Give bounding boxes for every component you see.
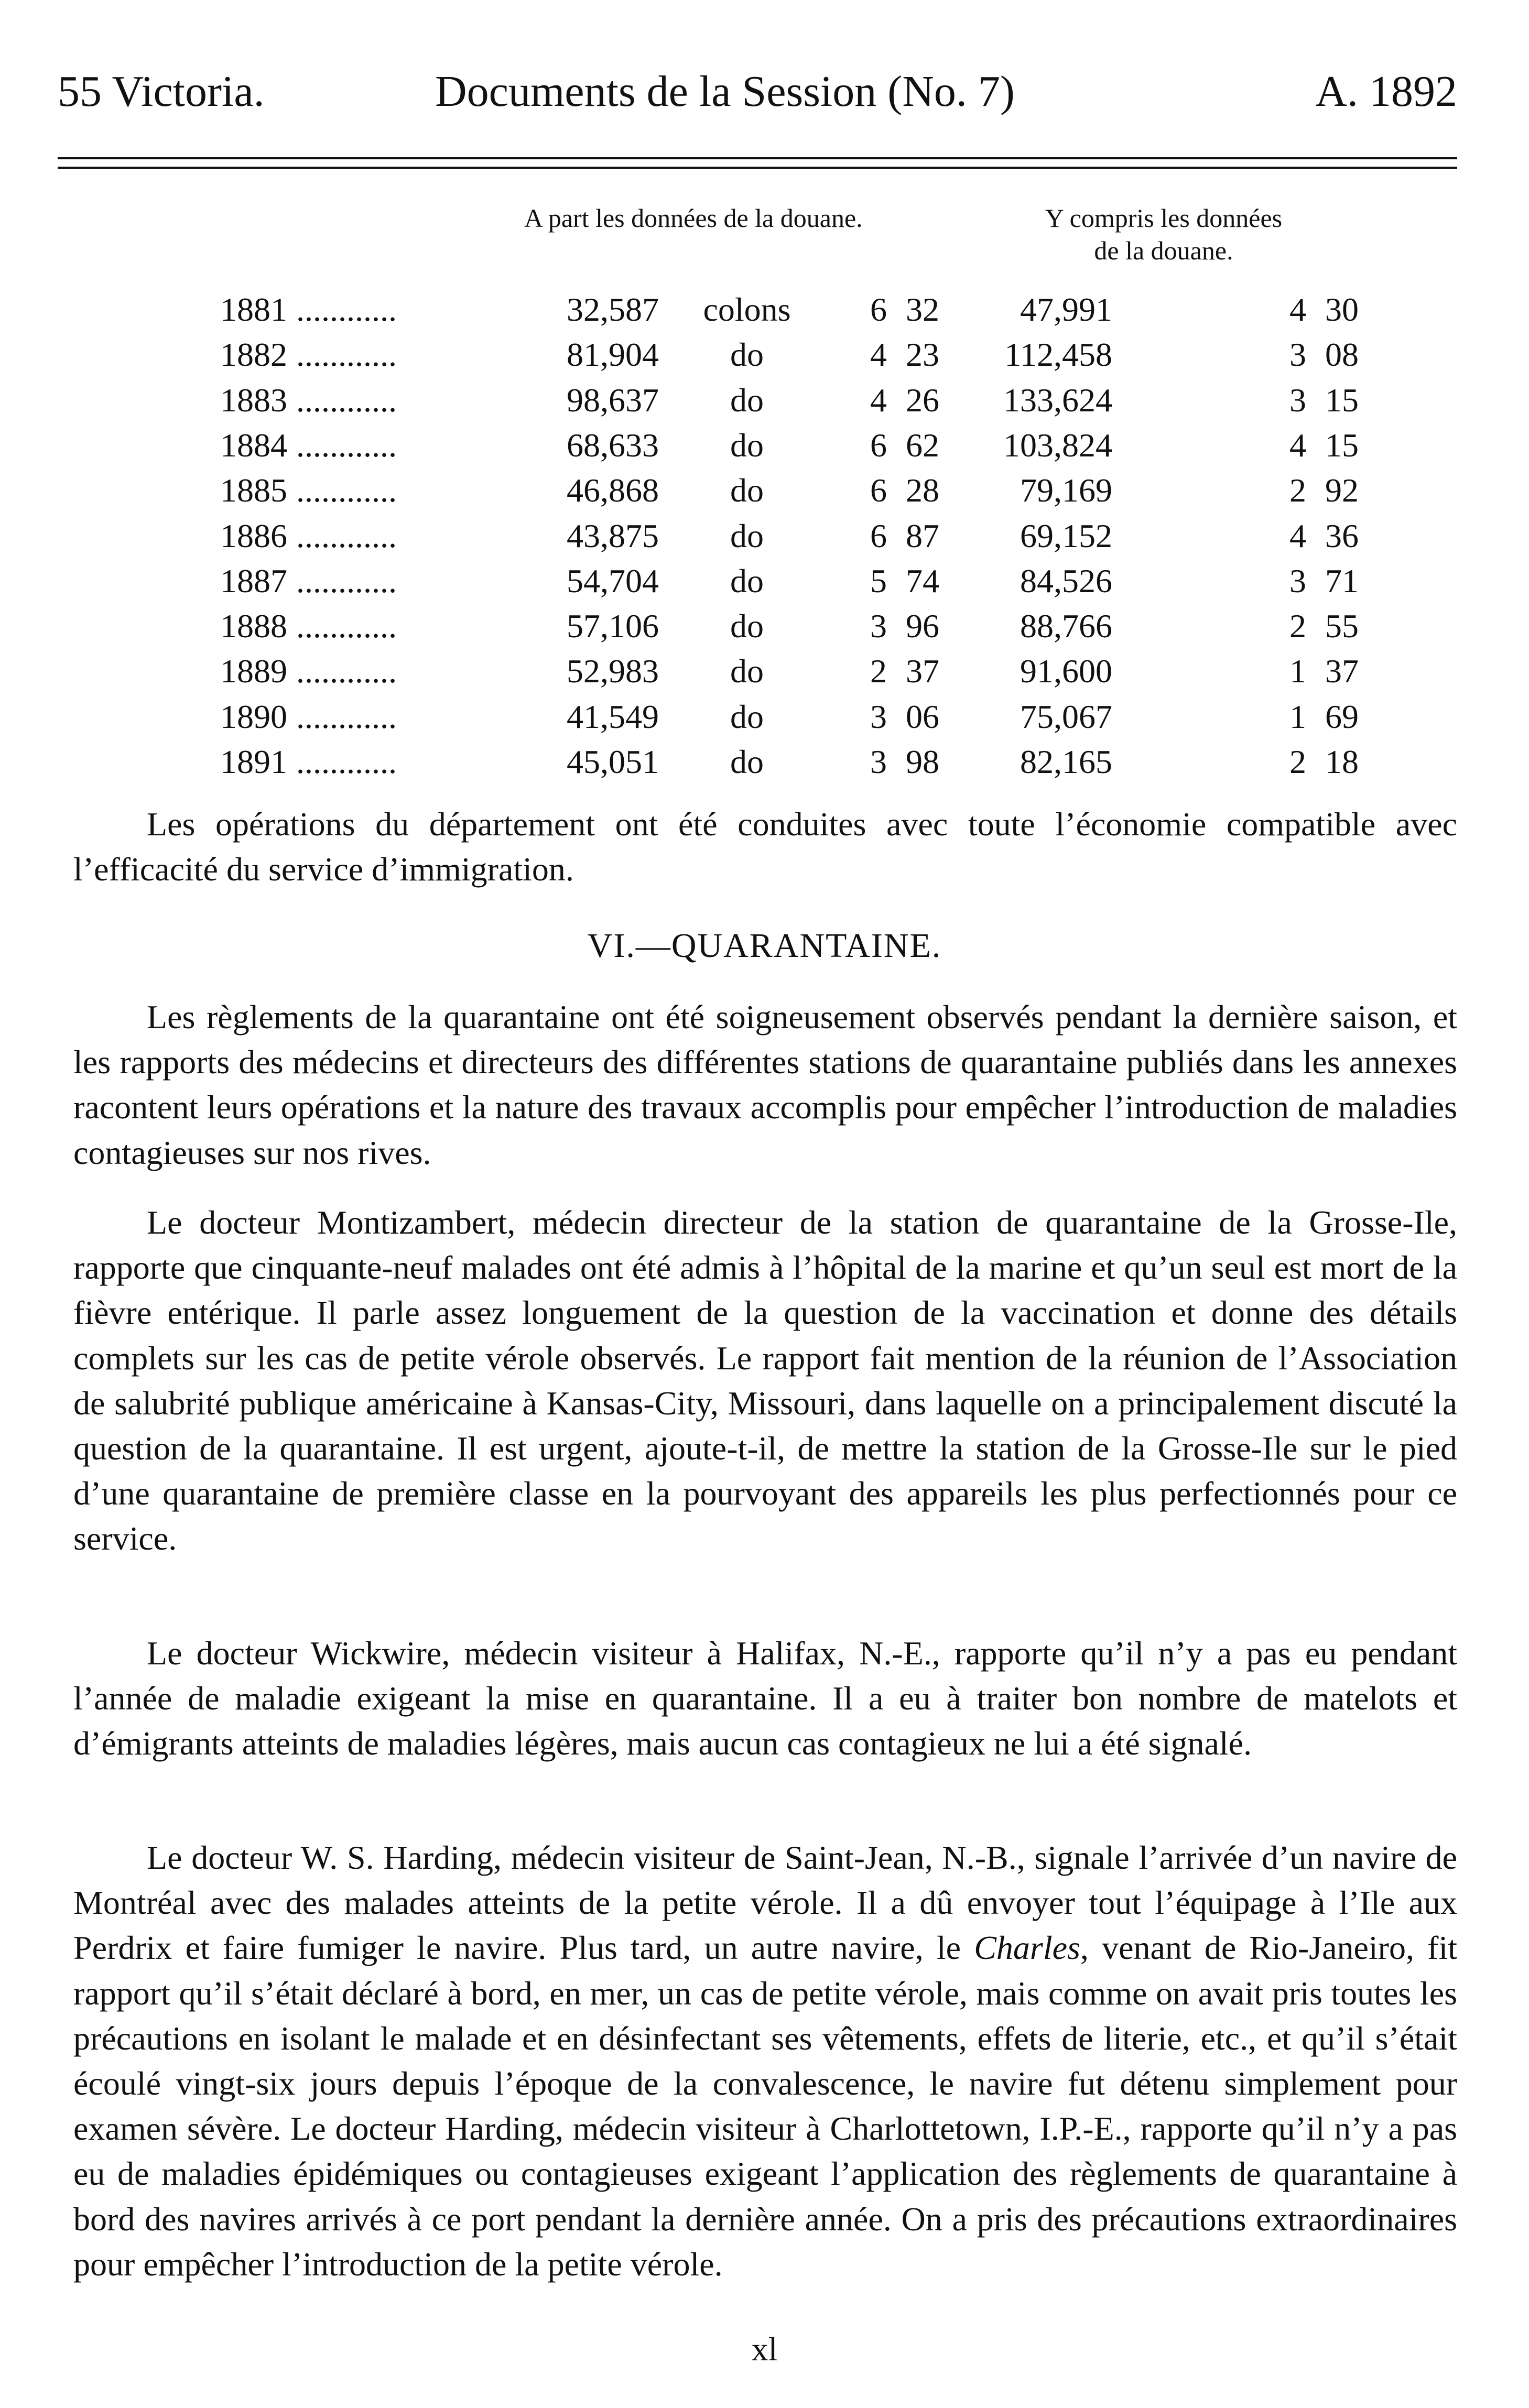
table-rate-excl-cents: 28 [906, 472, 939, 509]
table-unit: do [730, 336, 764, 374]
table-unit: do [730, 607, 764, 645]
table-year: 1887 [220, 562, 287, 600]
table-year: 1888 [220, 607, 287, 645]
header-rule-top [58, 157, 1457, 159]
table-year: 1882 [220, 336, 287, 374]
header-title: Documents de la Session (No. 7) [435, 67, 1015, 116]
table-header-left: A part les données de la douane. [524, 203, 863, 233]
table-leader-dots: ............ [296, 652, 397, 690]
table-leader-dots: ............ [296, 426, 397, 464]
table-unit: do [730, 652, 764, 690]
table-rate-incl-whole: 4 [1289, 291, 1306, 328]
table-count-excl-customs: 45,051 [567, 743, 659, 780]
table-row [0, 332, 1529, 377]
table-count-excl-customs: 57,106 [567, 607, 659, 645]
table-rate-incl-cents: 55 [1325, 607, 1359, 645]
table-row [0, 514, 1529, 559]
table-unit: do [730, 743, 764, 780]
table-rate-excl-cents: 74 [906, 562, 939, 600]
table-rate-excl-cents: 98 [906, 743, 939, 780]
table-count-excl-customs: 52,983 [567, 652, 659, 690]
table-year: 1885 [220, 472, 287, 509]
table-leader-dots: ............ [296, 472, 397, 509]
table-leader-dots: ............ [296, 607, 397, 645]
page-number: xl [751, 2330, 778, 2368]
table-count-incl-customs: 112,458 [1004, 336, 1112, 374]
table-rate-incl-whole: 3 [1289, 381, 1306, 419]
table-count-excl-customs: 54,704 [567, 562, 659, 600]
table-unit: do [730, 472, 764, 509]
table-leader-dots: ............ [296, 336, 397, 374]
table-year: 1890 [220, 698, 287, 735]
table-rate-incl-whole: 3 [1289, 562, 1306, 600]
table-rate-excl-whole: 3 [870, 607, 887, 645]
harding-text-part2: , venant de Rio-Janeiro, fit rapport qu’il s’était déclaré à bord, en mer, un cas de petite vérole, mais comme on avait pris toutes les précautions en isolant le malade et en désinfectant ses vêtements, effets de literie, etc., et qu’il s’était écoulé vingt-six jours depuis l’époque de la convalescence, le navire fut détenu simplement pour examen sévère. Le docteur Harding, médecin visiteur à Charlottetown, I.P.-E., rapporte qu’il n’y a pas eu de maladies épidémiques ou contagieuses exigeant l’application des règlements de quarantaine à bord des navires arrivés à ce port pendant la dernière année. On a pris des précautions extraordinaires pour empêcher l’introduction de la petite vérole. [73, 1929, 1458, 2283]
table-rate-incl-cents: 69 [1325, 698, 1359, 735]
table-rate-excl-whole: 6 [870, 426, 887, 464]
table-count-excl-customs: 41,549 [567, 698, 659, 735]
table-leader-dots: ............ [296, 517, 397, 554]
table-count-incl-customs: 47,991 [1020, 291, 1112, 328]
harding-text-part1: Le docteur W. S. Harding, médecin visiteur de Saint-Jean, N.-B., signale l’arrivée d’un navire de Montréal avec des malades atteints de la petite vérole. Il a dû envoyer tout l’équipage à l’Ile aux Perdrix et faire fumiger le navire. Plus tard, un autre navire, le [73, 1839, 1457, 1967]
table-rate-excl-whole: 5 [870, 562, 887, 600]
table-rate-incl-cents: 15 [1325, 426, 1359, 464]
running-header [58, 63, 1457, 121]
table-row [0, 604, 1529, 649]
table-rate-incl-whole: 1 [1289, 652, 1306, 690]
table-leader-dots: ............ [296, 698, 397, 735]
table-year: 1886 [220, 517, 287, 554]
table-row [0, 423, 1529, 468]
table-count-excl-customs: 68,633 [567, 426, 659, 464]
table-rate-excl-whole: 6 [870, 517, 887, 554]
table-count-incl-customs: 88,766 [1020, 607, 1112, 645]
table-rate-excl-cents: 26 [906, 381, 939, 419]
table-rate-incl-whole: 2 [1289, 472, 1306, 509]
table-rate-incl-cents: 37 [1325, 652, 1359, 690]
table-count-incl-customs: 133,624 [1003, 381, 1112, 419]
paragraph-wickwire-text: Le docteur Wickwire, médecin visiteur à Halifax, N.-E., rapporte qu’il n’y a pas eu pendant l’année de maladie exigeant la mise en quarantaine. Il a eu à traiter bon nombre de matelots et d’émigrants atteints de maladies légères, mais aucun cas contagieux ne lui a été signalé. [73, 1635, 1457, 1762]
table-rate-excl-whole: 2 [870, 652, 887, 690]
table-rate-incl-whole: 4 [1289, 426, 1306, 464]
paragraph-reglements [73, 995, 1457, 1175]
table-row [0, 739, 1529, 784]
table-count-incl-customs: 91,600 [1020, 652, 1112, 690]
paragraph-reglements-text: Les règlements de la quarantaine ont été soigneusement observés pendant la dernière saison, et les rapports des médecins et directeurs des différentes stations de quarantaine publiés dans les annexes racontent leurs opérations et la nature des travaux accomplis pour empêcher l’introduction de maladies contagieuses sur nos rives. [73, 998, 1457, 1171]
table-rate-incl-cents: 15 [1325, 381, 1359, 419]
table-unit: colons [703, 291, 791, 328]
table-count-excl-customs: 43,875 [567, 517, 659, 554]
table-rate-incl-cents: 71 [1325, 562, 1359, 600]
table-rate-incl-cents: 08 [1325, 336, 1359, 374]
table-count-incl-customs: 82,165 [1020, 743, 1112, 780]
table-count-incl-customs: 79,169 [1020, 472, 1112, 509]
table-rate-excl-cents: 32 [906, 291, 939, 328]
table-year: 1883 [220, 381, 287, 419]
paragraph-operations [73, 802, 1457, 892]
table-rate-incl-cents: 36 [1325, 517, 1359, 554]
header-regnal-year: 55 Victoria. [58, 67, 265, 116]
table-rate-incl-whole: 2 [1289, 607, 1306, 645]
table-rate-incl-cents: 30 [1325, 291, 1359, 328]
paragraph-harding [73, 1835, 1457, 2287]
table-rate-incl-whole: 1 [1289, 698, 1306, 735]
table-row [0, 694, 1529, 739]
table-rate-excl-cents: 62 [906, 426, 939, 464]
table-rate-incl-cents: 92 [1325, 472, 1359, 509]
table-unit: do [730, 381, 764, 419]
table-rate-excl-whole: 4 [870, 381, 887, 419]
table-rate-excl-cents: 37 [906, 652, 939, 690]
table-year: 1884 [220, 426, 287, 464]
table-rate-incl-whole: 3 [1289, 336, 1306, 374]
table-row [0, 468, 1529, 513]
table-count-excl-customs: 81,904 [567, 336, 659, 374]
table-leader-dots: ............ [296, 381, 397, 419]
table-count-excl-customs: 98,637 [567, 381, 659, 419]
table-rate-incl-cents: 18 [1325, 743, 1359, 780]
table-rate-excl-whole: 4 [870, 336, 887, 374]
table-row [0, 378, 1529, 423]
table-leader-dots: ............ [296, 743, 397, 780]
header-rule-bottom [58, 167, 1457, 169]
table-rate-excl-whole: 3 [870, 698, 887, 735]
table-leader-dots: ............ [296, 562, 397, 600]
table-unit: do [730, 698, 764, 735]
table-rate-excl-cents: 87 [906, 517, 939, 554]
table-rate-excl-whole: 3 [870, 743, 887, 780]
table-header-right-line1: Y compris les données [1045, 203, 1283, 233]
table-rate-incl-whole: 2 [1289, 743, 1306, 780]
table-count-incl-customs: 75,067 [1020, 698, 1112, 735]
table-count-excl-customs: 46,868 [567, 472, 659, 509]
table-year: 1881 [220, 291, 287, 328]
table-rate-excl-whole: 6 [870, 472, 887, 509]
table-rate-excl-cents: 96 [906, 607, 939, 645]
table-leader-dots: ............ [296, 291, 397, 328]
table-count-excl-customs: 32,587 [567, 291, 659, 328]
paragraph-wickwire [73, 1631, 1457, 1767]
table-row [0, 287, 1529, 332]
paragraph-montizambert [73, 1200, 1457, 1562]
paragraph-montizambert-text: Le docteur Montizambert, médecin directeur de la station de quarantaine de la Grosse-Ile, rapporte que cinquante-neuf malades ont été admis à l’hôpital de la marine et qu’un seul est mort de la fièvre entérique. Il parle assez longuement de la question de la vaccination et donne des détails complets sur les cas de petite vérole observés. Le rapport fait mention de la réunion de l’Association de salubrité publique américaine à Kansas-City, Missouri, dans laquelle on a principalement discuté la question de la quarantaine. Il est urgent, ajoute-t-il, de mettre la station de la Grosse-Ile sur le pied d’une quarantaine de première classe en la pourvoyant des appareils les plus perfectionnés pour ce service. [73, 1204, 1457, 1557]
table-rate-excl-cents: 06 [906, 698, 939, 735]
table-count-incl-customs: 84,526 [1020, 562, 1112, 600]
header-year: A. 1892 [1315, 67, 1457, 116]
paragraph-operations-text: Les opérations du département ont été conduites avec toute l’économie compatible avec l’efficacité du service d’immigration. [73, 805, 1457, 888]
table-rate-excl-whole: 6 [870, 291, 887, 328]
table-unit: do [730, 562, 764, 600]
table-header-right [1012, 202, 1316, 267]
table-header-right-line2: de la douane. [1094, 236, 1233, 265]
table-unit: do [730, 517, 764, 554]
table-count-incl-customs: 103,824 [1003, 426, 1112, 464]
table-year: 1891 [220, 743, 287, 780]
table-unit: do [730, 426, 764, 464]
table-rate-incl-whole: 4 [1289, 517, 1306, 554]
table-rate-excl-cents: 23 [906, 336, 939, 374]
table-count-incl-customs: 69,152 [1020, 517, 1112, 554]
ship-name: Charles [974, 1929, 1080, 1967]
table-year: 1889 [220, 652, 287, 690]
table-row [0, 559, 1529, 604]
table-row [0, 649, 1529, 694]
paragraph-harding-text [73, 1835, 1457, 2287]
section-heading: VI.—QUARANTAINE. [587, 927, 942, 965]
